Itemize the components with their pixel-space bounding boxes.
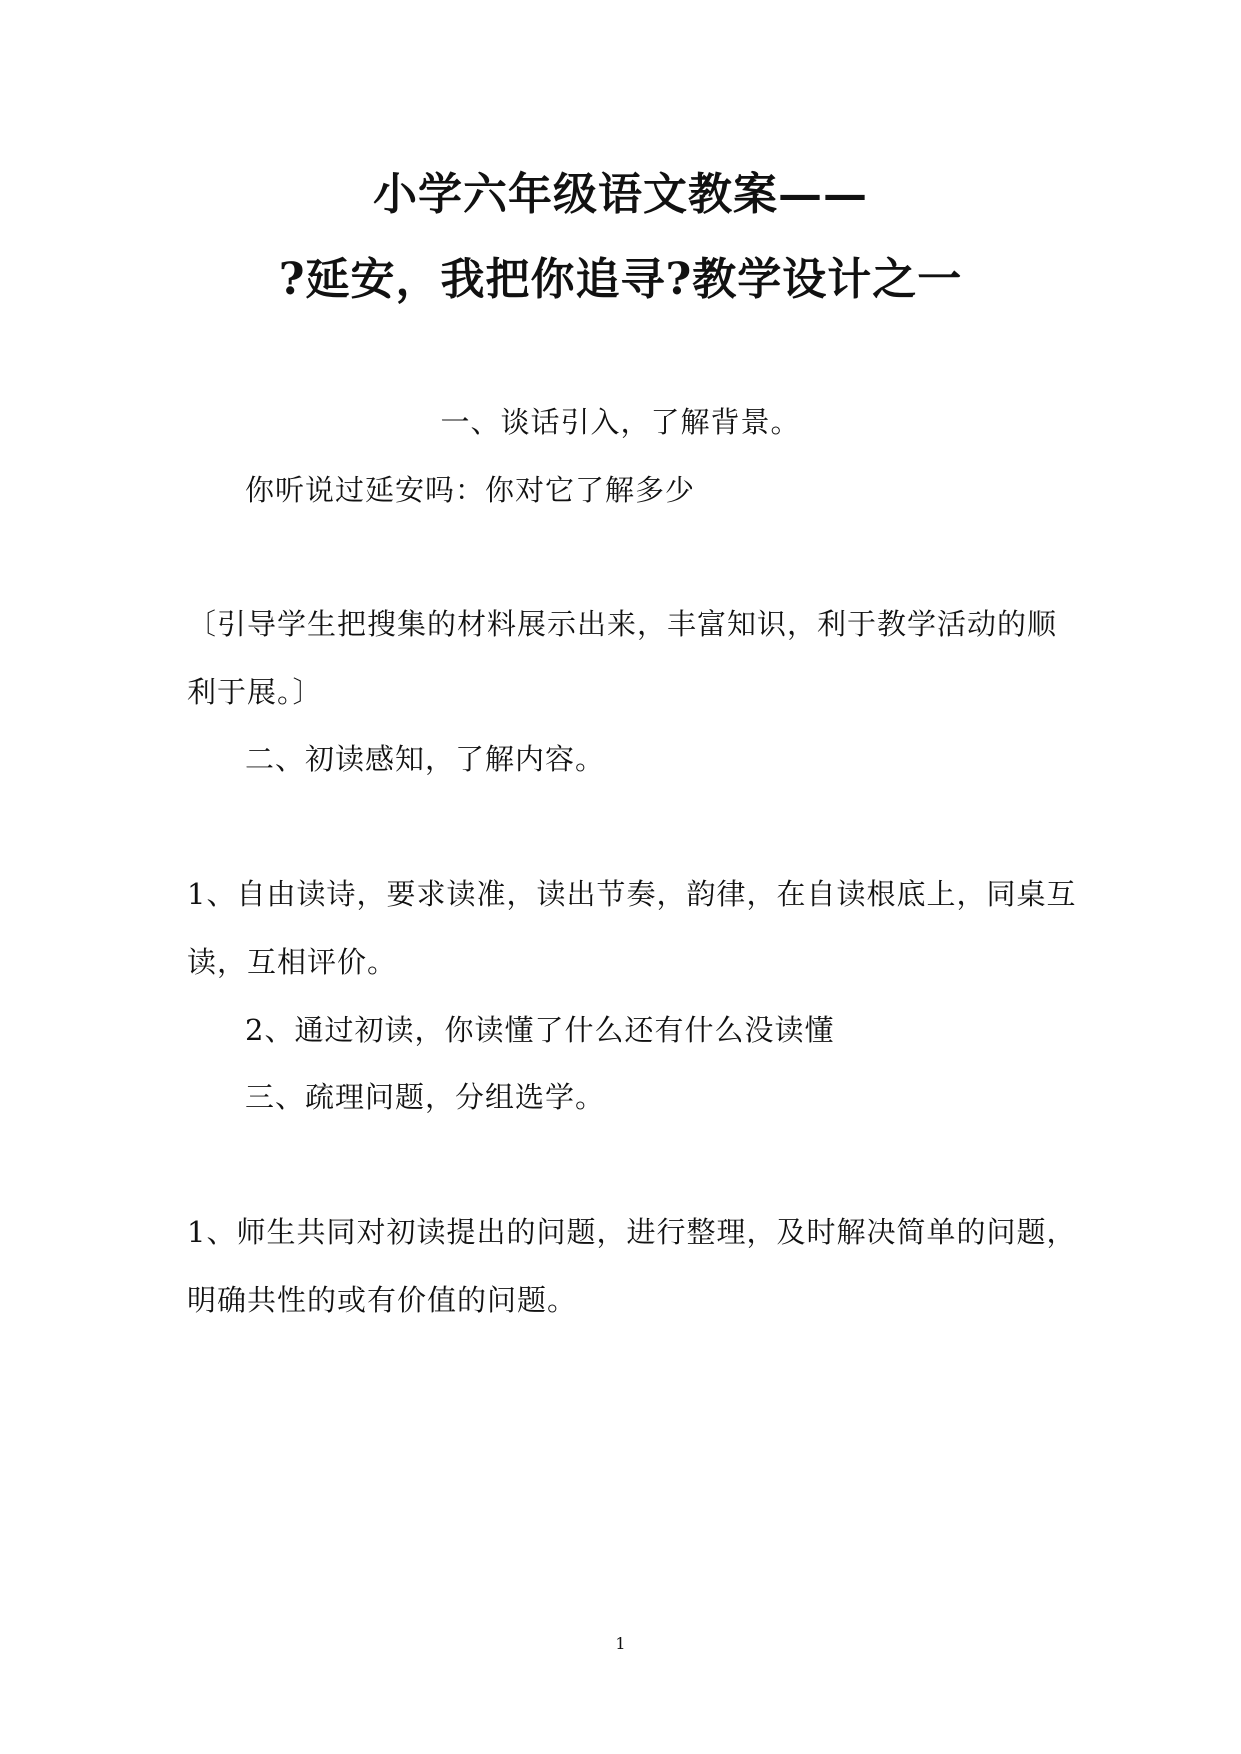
- paragraph: 1、师生共同对初读提出的问题，进行整理，及时解决简单的问题，: [187, 1215, 1077, 1249]
- paragraph: 利于展。〕: [187, 675, 323, 709]
- paragraph: 1、自由读诗，要求读准，读出节奏，韵律，在自读根底上，同桌互: [187, 877, 1077, 911]
- title-line-1: 小学六年级语文教案——: [373, 169, 868, 220]
- section-heading-1: 一、谈话引入，了解背景。: [440, 405, 801, 439]
- paragraph: 2、通过初读，你读懂了什么还有什么没读懂: [245, 1013, 835, 1047]
- page-number: 1: [615, 1634, 626, 1653]
- paragraph: 读，互相评价。: [187, 945, 398, 979]
- paragraph: 〔引导学生把搜集的材料展示出来，丰富知识，利于教学活动的顺: [187, 607, 1058, 641]
- paragraph: 明确共性的或有价值的问题。: [187, 1283, 578, 1317]
- paragraph: 你听说过延安吗：你对它了解多少: [245, 473, 696, 507]
- section-heading-2: 二、初读感知，了解内容。: [245, 742, 606, 776]
- title-line-2: ?延安，我把你追寻?教学设计之一: [278, 254, 963, 305]
- section-heading-3: 三、疏理问题，分组选学。: [245, 1080, 606, 1114]
